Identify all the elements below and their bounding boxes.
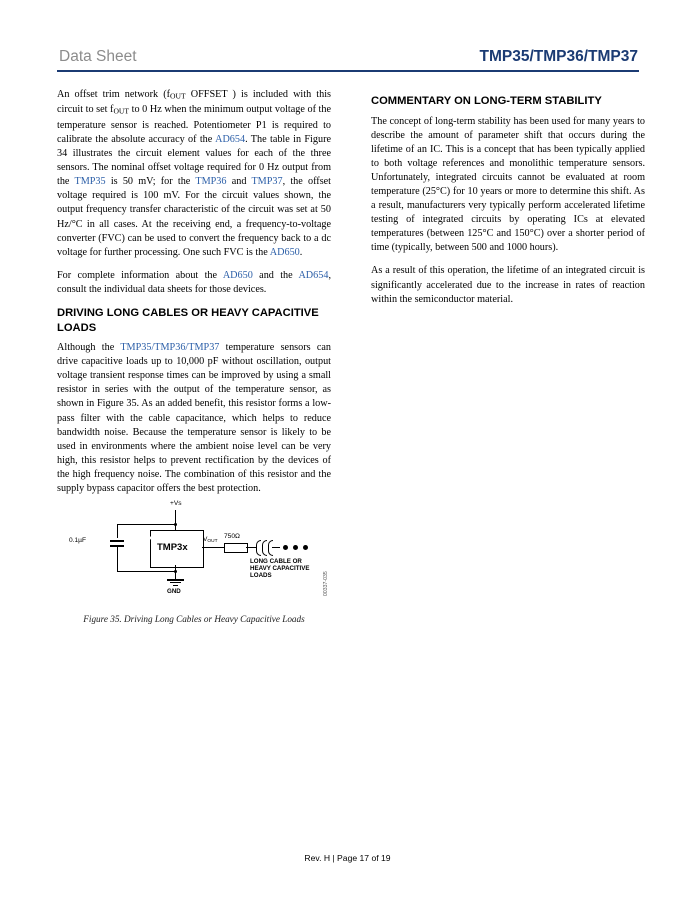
- figure-schematic: [57, 500, 331, 610]
- vout-wire: [202, 547, 224, 548]
- ground-rail: [117, 571, 176, 572]
- text-run: , the offset voltage required is 100 mV. For the circuit values shown, the output frequency transfer characteristic of the circuit was set at 50 Hz/°C in all cases. At the receiving end, a frequency-to-voltage converter (FVC) can be used to convert the frequency back to a dc voltage for further processing. One such FVC is the: [57, 176, 332, 258]
- continuation-dot-3: [303, 545, 308, 550]
- figure-code: 00337-035: [323, 571, 329, 596]
- continuation-dot-1: [283, 545, 288, 550]
- ic-vs-pin: [175, 524, 176, 531]
- text-run: to 0 Hz when the minimum output voltage of the temperature sensor is reached. Potentiometer P1 is required to calibrate the absolute accuracy of the: [57, 104, 332, 145]
- paragraph-longterm-1: The concept of long-term stability has been used for many years to describe the amount of parameter shift that occurs during the lifetime of an IC. This is a concept that has been typically applied to both voltage references and monolithic temperature sensors. Unfortunately, integrated circuits cannot be evaluated at room temperature (25°C) for 10 years or more to determine this shift. As a result, manufacturers very typically perform accelerated lifetime testing of integrated circuits by operating ICs at elevated temperatures (between 125°C and 150°C) over a shorter period of time (typically, between 500 and 1000 hours).: [371, 115, 645, 254]
- coil-out-wire: [272, 547, 280, 548]
- link-tmp36[interactable]: TMP36: [195, 176, 227, 188]
- section-heading-driving-long-cables: DRIVING LONG CABLES OR HEAVY CAPACITIVE LOADS: [57, 307, 319, 334]
- gnd-bar-2: [170, 582, 181, 583]
- section-heading-commentary: COMMENTARY ON LONG-TERM STABILITY: [371, 95, 602, 107]
- link-ad654-2[interactable]: AD654: [298, 269, 329, 281]
- text-run: , consult the individual data sheets for those devices.: [57, 269, 331, 295]
- cap-top-wire: [117, 524, 118, 538]
- text-run: For complete information about the: [57, 269, 223, 281]
- text-run: and the: [252, 269, 299, 281]
- capacitor-label: 0.1µF: [69, 537, 86, 544]
- gnd-bar-1: [167, 579, 184, 581]
- text-run: An offset trim network (f: [57, 89, 171, 100]
- coil-2: [262, 540, 267, 556]
- load-label-line3: LOADS: [250, 572, 272, 579]
- right-column: [371, 88, 645, 316]
- header-right-title: TMP35/TMP36/TMP37: [479, 48, 638, 65]
- text-run: OFFSET ) is included with this circuit to set f: [57, 89, 332, 116]
- paragraph-driving-cables: [57, 341, 331, 496]
- link-tmp37[interactable]: TMP37: [251, 176, 283, 188]
- resistor-label: 750Ω: [224, 533, 240, 540]
- supply-rail: [117, 524, 176, 525]
- figure-35: [57, 500, 331, 624]
- figure-caption: Figure 35. Driving Long Cables or Heavy Capacitive Loads: [83, 614, 305, 624]
- link-ad650[interactable]: AD650: [269, 246, 300, 258]
- text-run: Although the: [57, 342, 121, 354]
- load-label-line2: HEAVY CAPACITIVE: [250, 565, 310, 572]
- vout-label: [203, 536, 218, 544]
- series-resistor: [224, 543, 248, 553]
- paragraph-complete-info: [57, 269, 331, 297]
- link-ad650-2[interactable]: AD650: [222, 269, 253, 281]
- text-run: and: [226, 176, 252, 188]
- supply-wire: [175, 510, 176, 524]
- paragraph-offset-trim: [57, 88, 331, 260]
- page-header: [57, 47, 639, 73]
- gnd-stem: [175, 571, 176, 579]
- header-left-title: Data Sheet: [59, 48, 137, 65]
- subscript: OUT: [113, 106, 130, 116]
- load-label-line1: LONG CABLE OR: [250, 558, 302, 565]
- coil-1: [256, 540, 261, 556]
- link-tmp35[interactable]: TMP35: [74, 176, 106, 188]
- page-footer: Rev. H | Page 17 of 19: [304, 853, 391, 863]
- vout-text: V: [203, 536, 208, 543]
- text-run: . The table in Figure 34 illustrates the circuit element values for each of the three sensors. The nominal offset voltage required for 0 Hz output from the: [57, 134, 331, 188]
- text-run: temperature sensors can drive capacitive loads up to 10,000 pF without oscillation, output voltage transient response times can be improved by using a small resistor in series with the output of the temperature sensor, as shown in Figure 35. As an added benefit, this resistor forms a low-pass filter with the cable capacitance, which helps to reduce bandwidth noise. Because the temperature sensor is likely to be used in environments where the ambient noise level can be very high, this resistor helps to prevent rectification by the devices of the high frequency noise. The combination of this resistor and the supply bypass capacitor offers the best protection.: [57, 342, 332, 494]
- paragraph-longterm-2: As a result of this operation, the lifetime of an integrated circuit is significantly accelerated due to the increase in rates of reaction within the semiconductor material.: [371, 265, 645, 305]
- gnd-label: GND: [167, 588, 181, 595]
- vout-subscript: OUT: [207, 538, 218, 544]
- text-run: is 50 mV; for the: [105, 176, 196, 188]
- link-ad654[interactable]: AD654: [215, 134, 246, 145]
- supply-label: +Vs: [170, 500, 182, 507]
- left-column: [57, 88, 331, 505]
- subscript: OUT: [170, 91, 186, 101]
- cap-bottom-wire: [117, 546, 118, 572]
- ic-label: TMP3x: [157, 542, 188, 553]
- continuation-dot-2: [293, 545, 298, 550]
- gnd-bar-3: [173, 585, 178, 586]
- link-tmp-family[interactable]: TMP35/TMP36/TMP37: [120, 342, 220, 354]
- capacitor-plate-top: [110, 540, 124, 542]
- text-run: .: [299, 246, 303, 258]
- resistor-out-wire: [246, 547, 256, 548]
- load-label: [250, 558, 309, 579]
